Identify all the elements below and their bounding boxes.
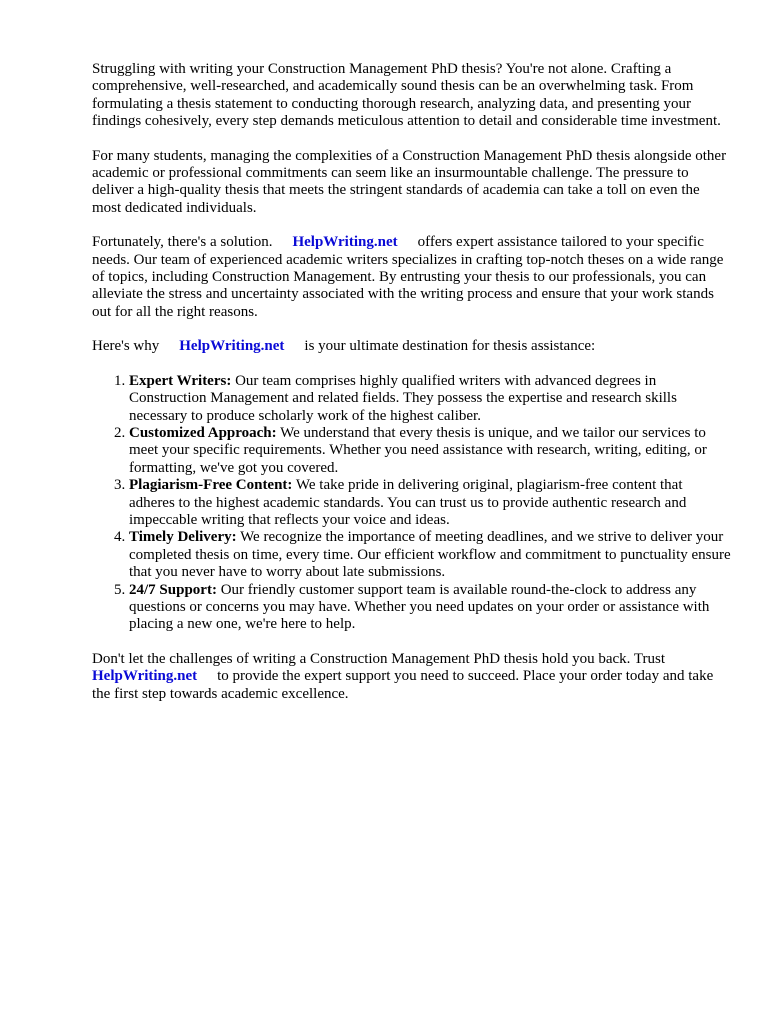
benefits-list xyxy=(92,373,732,634)
list-item xyxy=(129,373,732,425)
closing-text-after: to provide the expert support you need to succeed. Place your order today and take the first step towards academic excellence. xyxy=(92,668,714,702)
list-item xyxy=(129,529,732,581)
list-item-text: We take pride in delivering original, plagiarism-free content that adheres to the highest academic standards. You can trust us to provide authentic research and impeccable writing that reflects your voice and ideas. xyxy=(129,477,687,528)
solution-text-after: offers expert assistance tailored to your specific needs. Our team of experienced academic writers specializes in crafting top-notch theses on a wide range of topics, including Construction Management. By entrusting your thesis to our professionals, you can alleviate the stress and uncertainty associated with the writing process and ensure that your work stands out for all the right reasons. xyxy=(92,234,724,320)
list-item-text: Our team comprises highly qualified writers with advanced degrees in Construction Management and related fields. They possess the expertise and research skills necessary to produce scholarly work of the highest caliber. xyxy=(129,372,677,424)
list-item xyxy=(129,425,732,477)
helpwriting-link[interactable]: HelpWriting.net xyxy=(92,668,198,685)
list-item-term: Customized Approach: xyxy=(129,424,277,441)
why-text-after: is your ultimate destination for thesis assistance: xyxy=(304,338,596,355)
why-paragraph xyxy=(92,338,732,355)
closing-text-before: Don't let the challenges of writing a Construction Management PhD thesis hold you back. Trust xyxy=(92,650,666,667)
intro-paragraph: Struggling with writing your Construction Management PhD thesis? You're not alone. Crafting a comprehensive, well-researched, and academically sound thesis can be an overwhelming task. From formulating a thesis statement to conducting thorough research, analyzing data, and presenting your findings cohesively, every step demands meticulous attention to detail and considerable time investment. xyxy=(92,61,721,130)
list-item xyxy=(129,582,732,634)
list-item-text: We understand that every thesis is unique, and we tailor our services to meet your specific requirements. Whether you need assistance with research, writing, editing, or formatting, we've got you covered. xyxy=(129,424,707,476)
helpwriting-link[interactable]: HelpWriting.net xyxy=(292,234,398,251)
challenge-paragraph: For many students, managing the complexities of a Construction Management PhD thesis alongside other academic or professional commitments can seem like an insurmountable challenge. The pressure to deliver a high-quality thesis that meets the stringent standards of academia can take a toll on even the most dedicated individuals. xyxy=(92,147,727,216)
list-item-term: 24/7 Support: xyxy=(129,581,217,598)
list-item-term: Expert Writers: xyxy=(129,372,232,389)
why-text-before: Here's why xyxy=(92,338,160,355)
solution-text-before: Fortunately, there's a solution. xyxy=(92,234,273,251)
list-item xyxy=(129,477,732,529)
helpwriting-link[interactable]: HelpWriting.net xyxy=(179,338,285,355)
list-item-text: Our friendly customer support team is available round-the-clock to address any questions or concerns you may have. Whether you need updates on your order or assistance with placing a new one, we're here to help. xyxy=(129,581,710,633)
closing-paragraph xyxy=(92,651,732,703)
list-item-term: Timely Delivery: xyxy=(129,529,237,546)
solution-paragraph xyxy=(92,234,732,321)
list-item-term: Plagiarism-Free Content: xyxy=(129,477,293,494)
list-item-text: We recognize the importance of meeting deadlines, and we strive to deliver your completed thesis on time, every time. Our efficient workflow and commitment to punctuality ensure that you never have to worry about late submissions. xyxy=(129,529,731,581)
